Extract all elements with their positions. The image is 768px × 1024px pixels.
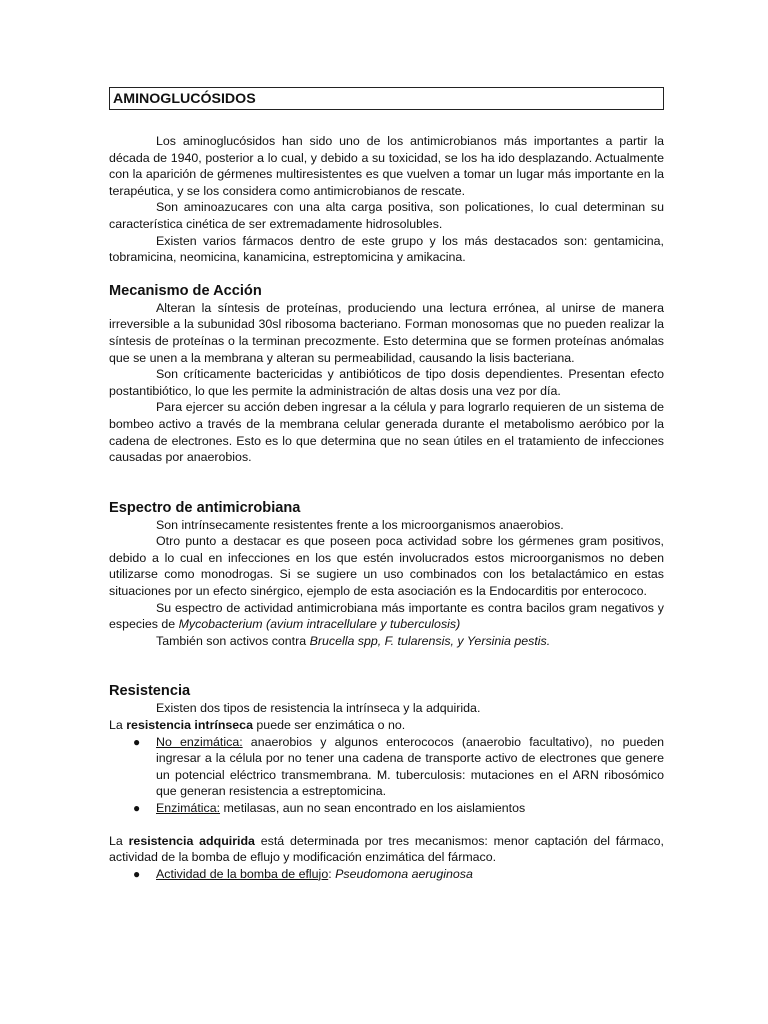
intro-paragraph-2: Son aminoazucares con una alta carga positiva, son policationes, lo cual determinan su característica cinética de ser extremadamente hidrosolubles. bbox=[109, 200, 664, 231]
document-page bbox=[109, 87, 664, 882]
intro-section bbox=[109, 133, 664, 266]
bullet-3-sep: : bbox=[328, 866, 336, 881]
mecanismo-paragraph-1: Alteran la síntesis de proteínas, produciendo una lectura errónea, al unirse de manera irreversible a la subunidad 30sl ribosoma bacteriano. Forman monosomas que no pueden realizar la síntesis de proteínas o la terminan precozmente. Esto determina que se formen proteínas anómalas que se unen a la membrana y alteran su permeabilidad, causando la lisis bacteriana. bbox=[109, 300, 664, 365]
bullet-icon: ● bbox=[133, 801, 141, 815]
espectro-paragraph-2: Otro punto a destacar es que poseen poca actividad sobre los gérmenes gram positivos, debido a lo cual en infecciones en los que estén involucrados estos microorganismos no deben utilizarse como monodrogas. Si se sugiere un uso combinados con los betalactámico en estas situaciones por un efecto sinérgico, ejemplo de esta asociación es la Endocarditis por enterococo. bbox=[109, 534, 664, 599]
resistencia-p3-bold: resistencia adquirida bbox=[128, 833, 255, 848]
resistencia-paragraph-1: Existen dos tipos de resistencia la intrínseca y la adquirida. bbox=[156, 701, 481, 716]
mecanismo-paragraph-3: Para ejercer su acción deben ingresar a la célula y para lograrlo requieren de un sistema de bombeo activo a través de la membrana celular generada durante el metabolismo aeróbico por la cadena de electrones. Esto es lo que determina que no sean útiles en el tratamiento de infecciones causadas por anaerobios. bbox=[109, 400, 664, 465]
bullet-3-italic: Pseudomona aeruginosa bbox=[335, 866, 473, 881]
bullet-2-label: Enzimática: bbox=[156, 801, 221, 815]
espectro-paragraph-4 bbox=[109, 633, 664, 650]
mecanismo-paragraph-2: Son críticamente bactericidas y antibióticos de tipo dosis dependientes. Presentan efecto postantibiótico, lo que les permite la administración de altas dosis una vez por día. bbox=[109, 367, 664, 398]
espectro-p3-text: Su espectro de actividad antimicrobiana más importante es contra bacilos gram negativos y especies de bbox=[109, 600, 664, 632]
resistencia-paragraph-3 bbox=[109, 833, 664, 866]
adquirida-list bbox=[109, 866, 664, 883]
resistencia-p2-a: La bbox=[109, 718, 127, 733]
mecanismo-heading: Mecanismo de Acción bbox=[109, 282, 262, 299]
resistencia-p3-c: está determinada por tres mecanismos: menor captación del fármaco, actividad de la bomba de eflujo y modificación enzimática del fármaco. bbox=[109, 833, 664, 865]
espectro-paragraph-1: Son intrínsecamente resistentes frente a los microorganismos anaerobios. bbox=[156, 517, 564, 532]
resistencia-p2-c: puede ser enzimática o no. bbox=[252, 718, 406, 733]
bullet-1-label: No enzimática: bbox=[156, 734, 243, 749]
resistencia-heading: Resistencia bbox=[109, 683, 191, 700]
bullet-3-label: Actividad de la bomba de eflujo bbox=[156, 866, 329, 881]
espectro-p3-italic: Mycobacterium (avium intracellulare y tuberculosis) bbox=[178, 617, 461, 632]
espectro-p4-text: También son activos contra bbox=[156, 633, 310, 648]
intro-paragraph-1: Los aminoglucósidos han sido uno de los antimicrobianos más importantes a partir la década de 1940, posterior a lo cual, y debido a su toxicidad, se los ha ido desplazando. Actualmente con la aparición de gérmenes multiresistentes es que vuelven a tomar un lugar más importante en la terapéutica, y se los considera como antimicrobianos de rescate. bbox=[109, 134, 664, 198]
list-item bbox=[109, 866, 664, 883]
resistencia-section bbox=[109, 682, 664, 882]
intro-paragraph-3: Existen varios fármacos dentro de este grupo y los más destacados son: gentamicina, tobramicina, neomicina, kanamicina, estreptomicina y amikacina. bbox=[109, 233, 664, 265]
document-title: AMINOGLUCÓSIDOS bbox=[109, 87, 664, 110]
resistencia-p3-a: La bbox=[109, 833, 129, 848]
list-item bbox=[109, 734, 664, 800]
bullet-icon: ● bbox=[133, 866, 141, 881]
resistencia-p2-bold: resistencia intrínseca bbox=[126, 718, 253, 733]
resistencia-paragraph-2 bbox=[109, 717, 664, 734]
espectro-paragraph-3 bbox=[109, 600, 664, 633]
spacer bbox=[109, 817, 664, 833]
bullet-1-text: anaerobios y algunos enterococos (anaerobio facultativo), no pueden ingresar a la célula por no tener una cadena de transporte activo de electrones que genere un potencial eléctrico transmembrana. M. tuberculosis: mutaciones en el ARN ribosómico que generan resistencia a estreptomicina. bbox=[156, 734, 664, 799]
mecanismo-section bbox=[109, 282, 664, 466]
intrinseca-list bbox=[109, 734, 664, 817]
espectro-heading: Espectro de antimicrobiana bbox=[109, 499, 301, 516]
bullet-2-text: metilasas, aun no sean encontrado en los aislamientos bbox=[220, 801, 526, 815]
bullet-icon: ● bbox=[133, 734, 141, 749]
espectro-p4-italic: Brucella spp, F. tularensis, y Yersinia pestis. bbox=[309, 633, 551, 648]
espectro-section bbox=[109, 499, 664, 650]
list-item bbox=[109, 800, 664, 817]
